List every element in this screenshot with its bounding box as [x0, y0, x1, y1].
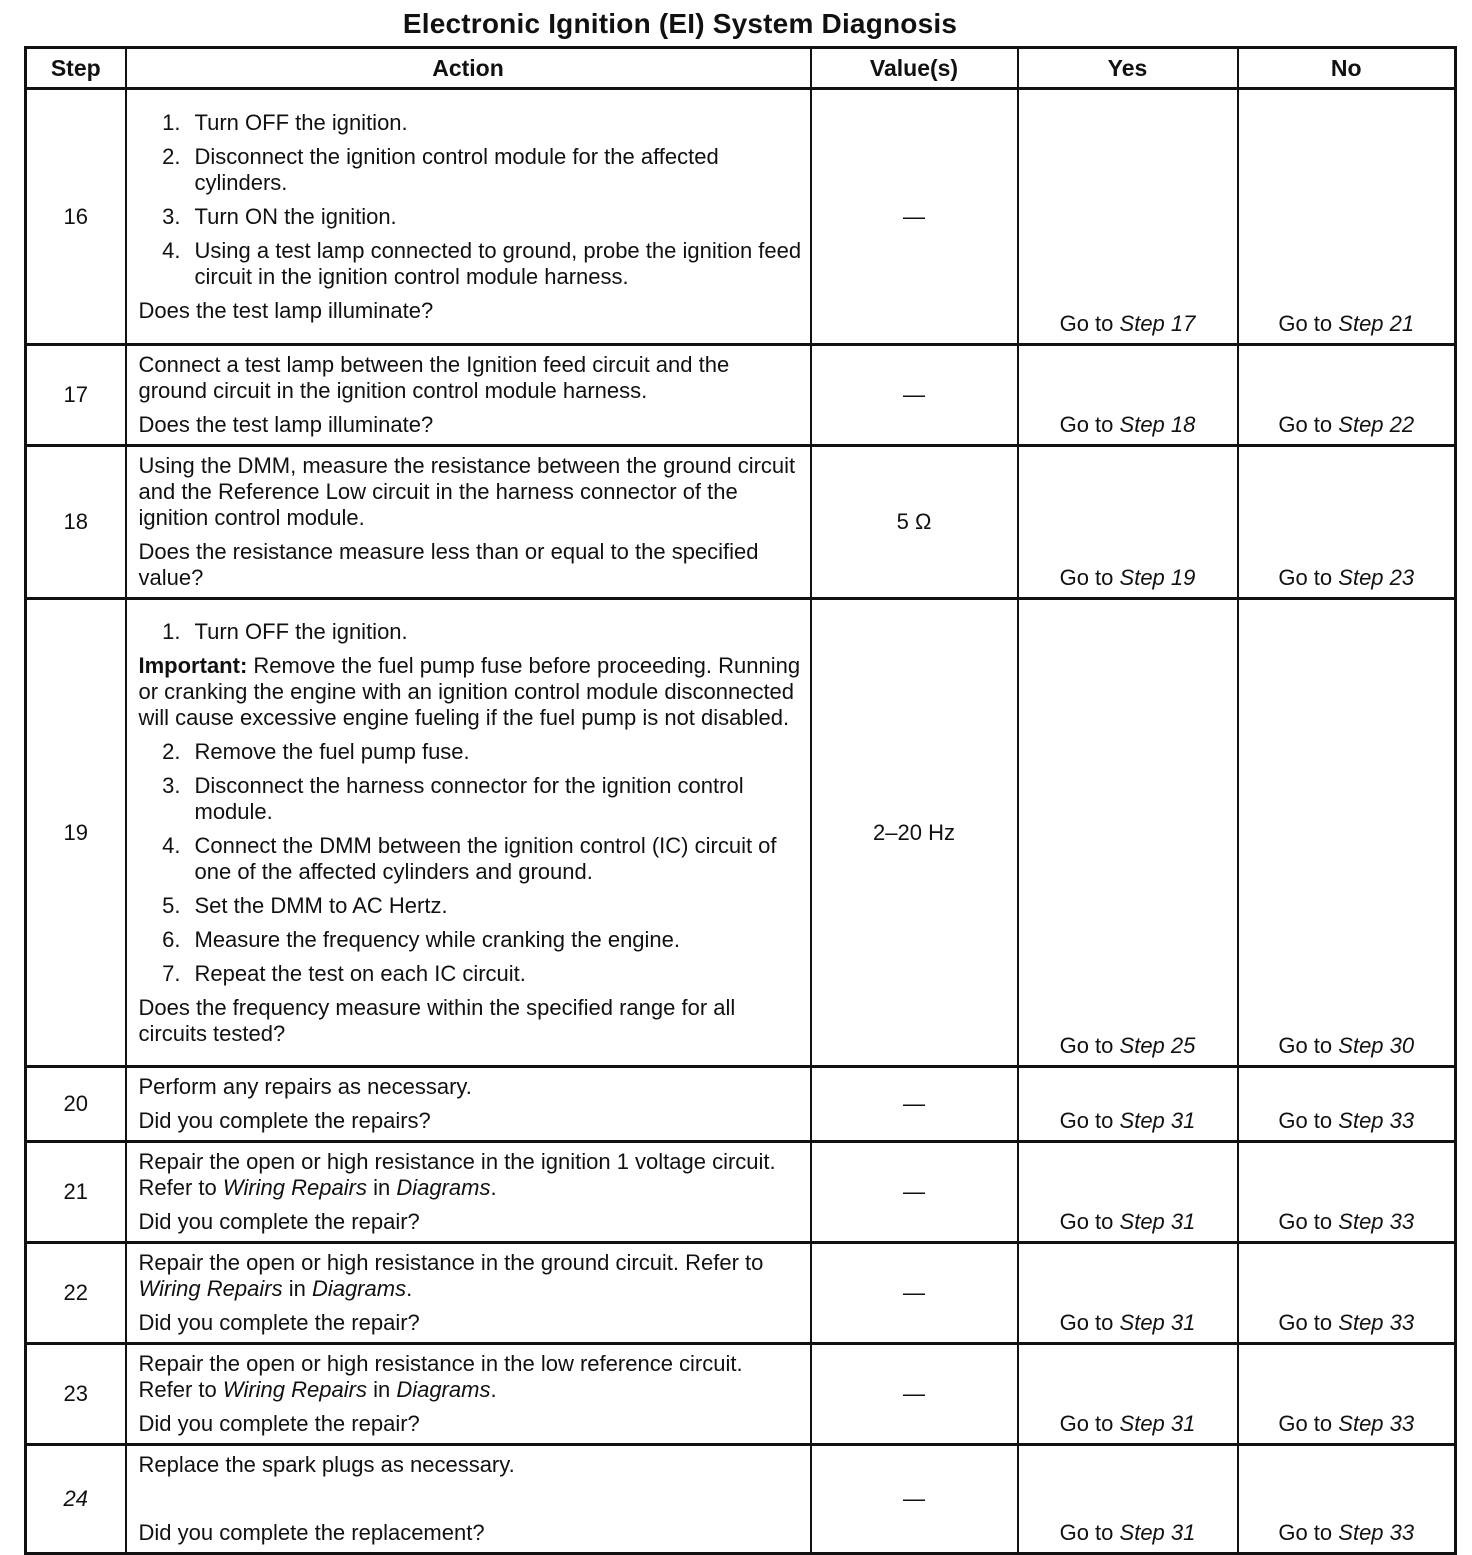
action-cell: [126, 345, 811, 446]
header-no: No: [1238, 48, 1456, 89]
list-item: 4. Connect the DMM between the ignition control (IC) circuit of one of the affected cylinders and ground.: [162, 832, 777, 884]
header-row: [26, 48, 1456, 89]
action-cell: [126, 1067, 811, 1142]
yes-cell: Go to Step 25: [1018, 599, 1238, 1067]
list-item: 7. Repeat the test on each IC circuit.: [162, 960, 526, 986]
value-cell: —: [811, 89, 1018, 345]
question-text: Does the resistance measure less than or equal to the specified value?: [138, 539, 759, 590]
yes-cell: Go to Step 17: [1018, 89, 1238, 345]
page-title: Electronic Ignition (EI) System Diagnosis: [402, 8, 958, 39]
step-number: 21: [26, 1142, 126, 1243]
header-step: Step: [26, 48, 126, 89]
question-text: Does the test lamp illuminate?: [138, 297, 434, 323]
question-text: Did you complete the replacement?: [138, 1520, 485, 1545]
yes-cell: Go to Step 31: [1018, 1344, 1238, 1445]
value-cell: 2–20 Hz: [811, 599, 1018, 1067]
yes-cell: Go to Step 31: [1018, 1445, 1238, 1554]
step-number: 18: [26, 446, 126, 599]
step-number: 24: [26, 1445, 126, 1554]
list-item: 1. Turn OFF the ignition.: [162, 109, 408, 135]
no-cell: Go to Step 33: [1238, 1142, 1456, 1243]
value-cell: —: [811, 345, 1018, 446]
yes-cell: Go to Step 31: [1018, 1243, 1238, 1344]
action-cell: [126, 1344, 811, 1445]
question-text: Does the frequency measure within the specified range for all circuits tested?: [138, 994, 736, 1046]
action-text: Using the DMM, measure the resistance between the ground circuit and the Reference Low circuit in the harness connector of the ignition control module.: [138, 453, 796, 530]
action-text: Connect a test lamp between the Ignition feed circuit and the ground circuit in the ignition control module harness.: [138, 352, 730, 403]
value-cell: —: [811, 1445, 1018, 1554]
list-item: 1. Turn OFF the ignition.: [162, 618, 408, 644]
action-text: Repair the open or high resistance in the ignition 1 voltage circuit. Refer to Wiring Repairs in Diagrams.: [138, 1149, 776, 1200]
yes-cell: Go to Step 19: [1018, 446, 1238, 599]
table-row: [26, 1344, 1456, 1445]
action-text: Repair the open or high resistance in the low reference circuit. Refer to Wiring Repairs in Diagrams.: [138, 1351, 743, 1402]
no-cell: Go to Step 33: [1238, 1067, 1456, 1142]
action-text: Repair the open or high resistance in the ground circuit. Refer to Wiring Repairs in Diagrams.: [138, 1250, 764, 1301]
yes-cell: Go to Step 31: [1018, 1142, 1238, 1243]
question-text: Did you complete the repair?: [138, 1411, 420, 1436]
table-row: [26, 345, 1456, 446]
step-number: 19: [26, 599, 126, 1067]
header-values: Value(s): [811, 48, 1018, 89]
no-cell: Go to Step 30: [1238, 599, 1456, 1067]
question-text: Did you complete the repair?: [138, 1209, 420, 1234]
action-cell: [126, 1243, 811, 1344]
step-number: 23: [26, 1344, 126, 1445]
step-number: 20: [26, 1067, 126, 1142]
value-cell: —: [811, 1142, 1018, 1243]
no-cell: Go to Step 22: [1238, 345, 1456, 446]
action-cell: [126, 599, 811, 1067]
step-number: 22: [26, 1243, 126, 1344]
action-cell: [126, 89, 811, 345]
yes-cell: Go to Step 18: [1018, 345, 1238, 446]
list-item: 3. Disconnect the harness connector for the ignition control module.: [162, 772, 744, 824]
action-cell: [126, 1445, 811, 1554]
step-number: 16: [26, 89, 126, 345]
list-item: 5. Set the DMM to AC Hertz.: [162, 892, 448, 918]
header-yes: Yes: [1018, 48, 1238, 89]
value-cell: —: [811, 1067, 1018, 1142]
value-cell: 5 Ω: [811, 446, 1018, 599]
value-cell: —: [811, 1243, 1018, 1344]
action-text: Perform any repairs as necessary.: [138, 1074, 472, 1099]
list-item: 2. Disconnect the ignition control module for the affected cylinders.: [162, 143, 719, 195]
question-text: Did you complete the repairs?: [138, 1108, 431, 1133]
list-item: 3. Turn ON the ignition.: [162, 203, 397, 229]
action-cell: [126, 446, 811, 599]
action-text: Replace the spark plugs as necessary.: [138, 1452, 515, 1477]
table-row: [26, 446, 1456, 599]
table-row: [26, 599, 1456, 1067]
table-row: [26, 1067, 1456, 1142]
no-cell: Go to Step 23: [1238, 446, 1456, 599]
list-item: 2. Remove the fuel pump fuse.: [162, 738, 470, 764]
yes-cell: Go to Step 31: [1018, 1067, 1238, 1142]
table-row: [26, 89, 1456, 345]
list-item: 6. Measure the frequency while cranking the engine.: [162, 926, 681, 952]
list-item: 4. Using a test lamp connected to ground, probe the ignition feed circuit in the ignition control module harness.: [162, 237, 802, 289]
value-cell: —: [811, 1344, 1018, 1445]
header-action: Action: [126, 48, 811, 89]
no-cell: Go to Step 33: [1238, 1243, 1456, 1344]
table-row: [26, 1243, 1456, 1344]
no-cell: Go to Step 33: [1238, 1344, 1456, 1445]
important-note: Important: Remove the fuel pump fuse before proceeding. Running or cranking the engine with an ignition control module disconnected will cause excessive engine fueling if the fuel pump is not disabled.: [138, 652, 801, 730]
diagnosis-table: [24, 46, 1457, 1555]
table-row: [26, 1142, 1456, 1243]
table-row: [26, 1445, 1456, 1554]
question-text: Did you complete the repair?: [138, 1310, 420, 1335]
question-text: Does the test lamp illuminate?: [138, 412, 434, 437]
no-cell: Go to Step 21: [1238, 89, 1456, 345]
action-cell: [126, 1142, 811, 1243]
no-cell: Go to Step 33: [1238, 1445, 1456, 1554]
step-number: 17: [26, 345, 126, 446]
